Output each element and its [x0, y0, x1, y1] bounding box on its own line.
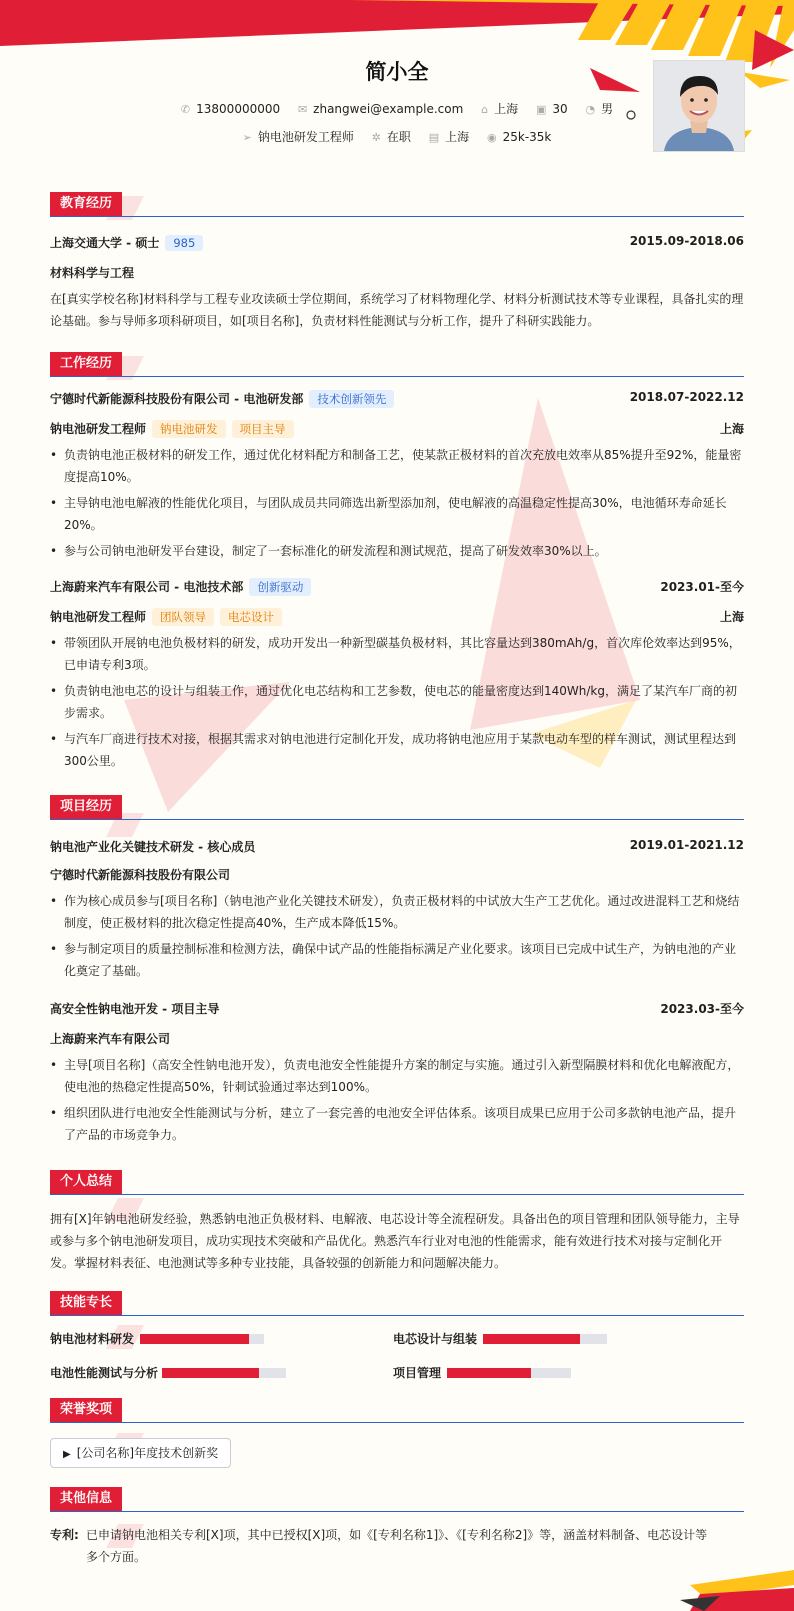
company-tag: 技术创新领先 [309, 390, 394, 408]
status-value: 在职 [386, 130, 411, 144]
skills-grid [50, 1330, 744, 1382]
list-item: • 负责钠电池电芯的设计与组装工作，通过优化电芯结构和工艺参数，使电芯的能量密度达到140Wh/kg，满足了某汽车厂商的初步需求。 [50, 680, 744, 724]
section-title: 技能专长 [50, 1291, 122, 1315]
project-org: 宁德时代新能源科技股份有限公司 [50, 868, 231, 882]
target-city-value: 上海 [445, 130, 470, 144]
patent-label: 专利: [50, 1528, 79, 1542]
skill-label: 钠电池材料研发 [50, 1332, 135, 1346]
project-date: 2023.03-至今 [660, 1002, 744, 1016]
send-icon: ➢ [242, 131, 252, 144]
company-name: 宁德时代新能源科技股份有限公司 - 电池研发部 [50, 392, 304, 406]
avatar-portrait-icon [654, 61, 744, 151]
gender-value: 男 [601, 102, 614, 116]
home-icon: ⌂ [481, 103, 489, 116]
section-title: 个人总结 [50, 1170, 122, 1194]
email-value: zhangwei@example.com [313, 102, 464, 116]
skill-bar [140, 1334, 264, 1344]
company-tag: 创新驱动 [249, 578, 311, 596]
mail-icon: ✉ [297, 103, 308, 116]
gender-icon: ◔ [585, 103, 596, 116]
list-item: • 与汽车厂商进行技术对接，根据其需求对钠电池进行定制化开发，成功将钠电池应用于某款电动车型的样车测试，测试里程达到300公里。 [50, 728, 744, 772]
school-tag: 985 [165, 235, 203, 251]
city-item [481, 100, 518, 117]
project-bullets [50, 1054, 744, 1146]
skill-bar [483, 1334, 607, 1344]
role-title: 钠电池研发工程师 [50, 610, 147, 624]
caret-right-icon: ▶ [63, 1449, 71, 1460]
email-item [298, 102, 463, 116]
gender-item [585, 100, 613, 117]
work-date: 2023.01-至今 [660, 580, 744, 594]
section-title: 其他信息 [50, 1487, 122, 1511]
salary-item [487, 130, 551, 144]
section-header [50, 1170, 744, 1195]
skill-label: 项目管理 [393, 1366, 442, 1380]
list-item: • 主导[项目名称]（高安全性钠电池开发），负责电池安全性能提升方案的制定与实施。通过引入新型隔膜材料和优化电解液配方，使电池的热稳定性提高50%，针刺试验通过率达到100%。 [50, 1054, 744, 1098]
avatar [653, 60, 745, 152]
work-location: 上海 [719, 422, 744, 436]
work-company-row [50, 578, 744, 596]
phone-value: 13800000000 [196, 102, 281, 116]
section-header [50, 192, 744, 217]
skill-bar-fill [483, 1334, 580, 1344]
other-section [50, 1487, 744, 1512]
section-header [50, 1487, 744, 1512]
section-title: 教育经历 [50, 192, 122, 216]
calendar-icon: ▣ [535, 103, 547, 116]
work-location: 上海 [719, 610, 744, 624]
skill-label: 电芯设计与组装 [393, 1332, 478, 1346]
summary-section [50, 1170, 744, 1195]
work-section [50, 352, 744, 377]
skill-label: 电池性能测试与分析 [50, 1366, 159, 1380]
target-city-item [429, 128, 469, 145]
skill-bar-fill [447, 1368, 531, 1378]
project-title-row [50, 838, 744, 855]
job-title-item [243, 128, 354, 145]
role-title: 钠电池研发工程师 [50, 422, 147, 436]
skill-bar-fill [140, 1334, 249, 1344]
education-entry [50, 234, 744, 251]
status-icon: ✲ [371, 131, 381, 144]
job-intent-line [50, 128, 744, 145]
education-section [50, 192, 744, 217]
section-header [50, 1291, 744, 1316]
role-tag: 钠电池研发 [152, 420, 226, 438]
work-bullets [50, 632, 744, 772]
job-title-value: 钠电池研发工程师 [257, 130, 354, 144]
section-title: 工作经历 [50, 352, 122, 376]
skill-bar-fill [162, 1368, 259, 1378]
summary-text: 拥有[X]年钠电池研发经验，熟悉钠电池正负极材料、电解液、电芯设计等全流程研发。具备出色的项目管理和团队领导能力，主导或参与多个钠电池研发项目，成功实现技术突破和产品优化。熟悉汽车行业对电池的性能需求，能有效进行技术对接与定制化开发。掌握材料表征、电池测试等多种专业技能，具备较强的创新能力和问题解决能力。 [50, 1212, 740, 1270]
work-date: 2018.07-2022.12 [629, 390, 744, 404]
work-company-row [50, 390, 744, 408]
role-tag: 项目主导 [232, 420, 294, 438]
award-label: [公司名称]年度技术创新奖 [76, 1446, 219, 1460]
salary-icon: ◉ [486, 131, 497, 144]
contact-line [50, 100, 744, 117]
list-item: • 组织团队进行电池安全性能测试与分析，建立了一套完善的电池安全评估体系。该项目成果已应用于公司多款钠电池产品，提升了产品的市场竞争力。 [50, 1102, 744, 1146]
education-description: 在[真实学校名称]材料科学与工程专业攻读硕士学位期间，系统学习了材料物理化学、材料分析测试技术等专业课程，具备扎实的理论基础。参与导师多项科研项目，如[项目名称]，负责材料性能测试与分析工作，提升了科研实践能力。 [50, 292, 744, 328]
list-item: • 参与公司钠电池研发平台建设，制定了一套标准化的研发流程和测试规范，提高了研发效率30%以上。 [50, 540, 744, 562]
age-item [536, 102, 568, 116]
award-item[interactable] [50, 1438, 231, 1468]
company-name: 上海蔚来汽车有限公司 - 电池技术部 [50, 580, 244, 594]
building-icon: ▤ [428, 131, 440, 144]
section-header [50, 1398, 744, 1423]
project-title: 高安全性钠电池开发 - 项目主导 [50, 1002, 220, 1016]
education-date: 2015.09-2018.06 [629, 234, 744, 248]
salary-value: 25k-35k [502, 130, 552, 144]
work-bullets [50, 444, 744, 562]
project-org: 上海蔚来汽车有限公司 [50, 1032, 171, 1046]
list-item: • 主导钠电池电解液的性能优化项目，与团队成员共同筛选出新型添加剂，使电解液的高温稳定性提高30%，电池循环寿命延长20%。 [50, 492, 744, 536]
project-date: 2019.01-2021.12 [629, 838, 744, 852]
list-item: • 参与制定项目的质量控制标准和检测方法，确保中试产品的性能指标满足产业化要求。该项目已完成中试生产，为钠电池的产业化奠定了基础。 [50, 938, 744, 982]
role-tag: 团队领导 [152, 608, 214, 626]
age-value: 30 [552, 102, 568, 116]
phone-item [181, 102, 280, 116]
section-header [50, 795, 744, 820]
list-item: • 作为核心成员参与[项目名称]（钠电池产业化关键技术研发），负责正极材料的中试放大生产工艺优化。通过改进混料工艺和烧结制度，使正极材料的批次稳定性提高40%，生产成本降低15%。 [50, 890, 744, 934]
work-role-row [50, 608, 744, 626]
status-item [372, 128, 411, 145]
list-item: • 负责钠电池正极材料的研发工作，通过优化材料配方和制备工艺，使某款正极材料的首次充放电效率从85%提升至92%，能量密度提高10%。 [50, 444, 744, 488]
city-value: 上海 [494, 102, 519, 116]
candidate-name: 简小全 [365, 60, 429, 84]
patent-row [50, 1524, 716, 1568]
section-title: 项目经历 [50, 795, 122, 819]
skill-bar [447, 1368, 571, 1378]
section-header [50, 352, 744, 377]
project-title-row [50, 1000, 744, 1017]
major: 材料科学与工程 [50, 266, 135, 280]
patent-text: 已申请钠电池相关专利[X]项，其中已授权[X]项，如《[专利名称1]》、《[专利名称2]》等，涵盖材料制备、电芯设计等多个方面。 [86, 1528, 708, 1564]
awards-section [50, 1398, 744, 1423]
skills-section [50, 1291, 744, 1316]
projects-section [50, 795, 744, 820]
role-tag: 电芯设计 [220, 608, 282, 626]
work-role-row [50, 420, 744, 438]
project-title: 钠电池产业化关键技术研发 - 核心成员 [50, 840, 256, 854]
skill-bar [162, 1368, 286, 1378]
list-item: • 带领团队开展钠电池负极材料的研发，成功开发出一种新型碳基负极材料，其比容量达到380mAh/g，首次库伦效率达到95%，已申请专利3项。 [50, 632, 744, 676]
project-bullets [50, 890, 744, 982]
phone-icon: ✆ [180, 103, 191, 116]
section-title: 荣誉奖项 [50, 1398, 122, 1422]
school-name: 上海交通大学 - 硕士 [50, 236, 160, 250]
